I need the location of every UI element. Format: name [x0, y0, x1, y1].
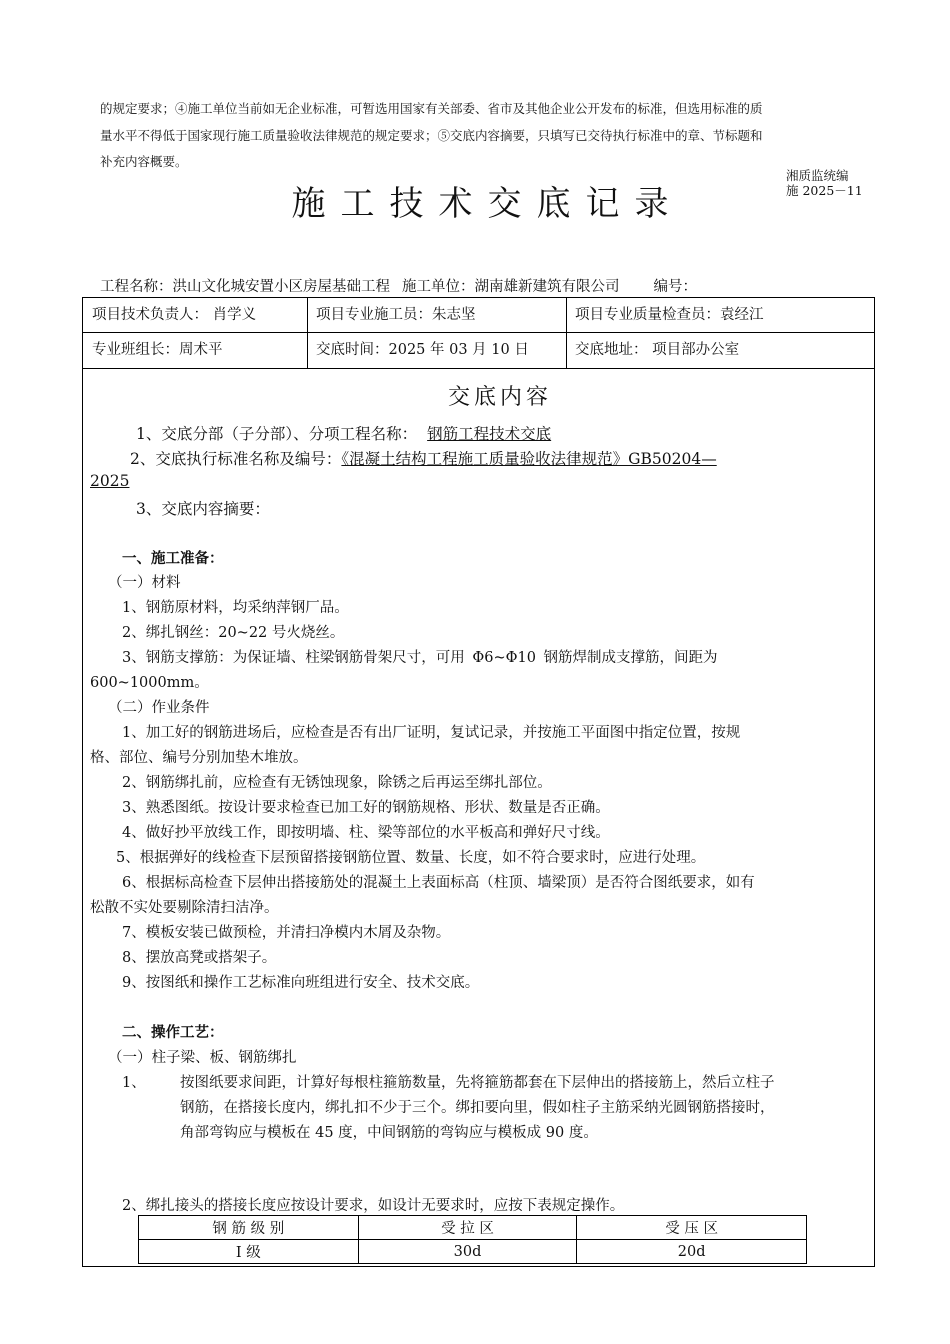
team-lead-cell: 专业班组长：周术平 [92, 342, 223, 358]
document-title: 施工技术交底记录 [291, 184, 684, 224]
para-line: 按图纸要求间距，计算好每根柱箍筋数量，先将箍筋都套在下层伸出的搭接筋上，然后立柱子 [180, 1075, 775, 1091]
item2-value: 《混凝土结构工程施工质量验收法律规范》GB50204— [341, 450, 717, 468]
divider [82, 368, 875, 369]
constructor-cell: 项目专业施工员：朱志坚 [316, 307, 476, 323]
list-item: 600~1000mm。 [90, 675, 209, 691]
unit-name: 湖南雄新建筑有限公司 [474, 279, 620, 295]
doc-code-line2: 施 2025－11 [786, 183, 863, 198]
table-row [139, 1240, 807, 1264]
quality-cell: 项目专业质量检查员：袁经江 [575, 307, 764, 323]
intro-line: 补充内容概要。 [100, 154, 188, 169]
table-cell: 30d [358, 1240, 577, 1264]
item3-label: 3、交底内容摘要： [136, 500, 270, 518]
para-number: 1、 [122, 1075, 146, 1091]
para-line: 角部弯钩应与模板在 45 度，中间钢筋的弯钩应与模板成 90 度。 [180, 1125, 598, 1141]
divider [82, 332, 875, 333]
table-cell: 20d [577, 1240, 807, 1264]
table-header-cell: 受 拉 区 [358, 1216, 577, 1240]
content-heading: 交底内容 [447, 385, 552, 410]
project-label: 工程名称： [100, 279, 173, 295]
list-item: 1、钢筋原材料，均采纳萍钢厂品。 [122, 600, 349, 616]
table-header-cell: 钢 筋 级 别 [139, 1216, 359, 1240]
unit-label: 施工单位： [402, 279, 475, 295]
sub-binding: （一）柱子梁、板、钢筋绑扎 [108, 1050, 297, 1066]
item2-value-cont: 2025 [90, 472, 130, 490]
table-cell: Ⅰ 级 [139, 1240, 359, 1264]
number-label: 编号： [653, 279, 697, 295]
list-item: 3、钢筋支撑筋：为保证墙、柱梁钢筋骨架尺寸，可用 Φ6~Φ10 钢筋焊制成支撑筋，间距为 [122, 650, 718, 666]
list-item: 4、做好抄平放线工作，即按明墙、柱、梁等部位的水平板高和弹好尺寸线。 [122, 825, 610, 841]
list-item: 格、部位、编号分别加垫木堆放。 [90, 750, 308, 766]
divider [307, 297, 308, 368]
sub-materials: （一）材料 [108, 575, 181, 591]
list-item: 2、钢筋绑扎前，应检查有无锈蚀现象，除锈之后再运至绑扎部位。 [122, 775, 552, 791]
para-line: 2、绑扎接头的搭接长度应按设计要求，如设计无要求时，应按下表规定操作。 [122, 1198, 625, 1214]
list-item: 1、加工好的钢筋进场后，应检查是否有出厂证明，复试记录，并按施工平面图中指定位置，按规 [122, 725, 741, 741]
table-header-cell: 受 压 区 [577, 1216, 807, 1240]
item1 [136, 422, 551, 444]
list-item: 5、根据弹好的线检查下层预留搭接钢筋位置、数量、长度，如不符合要求时，应进行处理。 [116, 850, 706, 866]
list-item: 8、摆放高凳或搭架子。 [122, 950, 277, 966]
lap-length-table [138, 1215, 807, 1264]
section-process: 二、操作工艺： [122, 1025, 224, 1041]
intro-line: 的规定要求；④施工单位当前如无企业标准，可暂选用国家有关部委、省市及其他企业公开发布的标准，但选用标准的质 [100, 101, 763, 116]
section-prep: 一、施工准备： [122, 551, 224, 567]
project-name: 洪山文化城安置小区房屋基础工程 [172, 279, 390, 295]
list-item: 9、按图纸和操作工艺标准向班组进行安全、技术交底。 [122, 975, 480, 991]
list-item: 3、熟悉图纸。按设计要求检查已加工好的钢筋规格、形状、数量是否正确。 [122, 800, 610, 816]
list-item: 6、根据标高检查下层伸出搭接筋处的混凝土上表面标高（柱顶、墙梁顶）是否符合图纸要求，如有 [122, 875, 755, 891]
place-cell: 交底地址： 项目部办公室 [575, 342, 740, 358]
list-item: 松散不实处要剔除清扫洁净。 [90, 900, 279, 916]
item1-value: 钢筋工程技术交底 [427, 425, 552, 443]
para-line: 钢筋，在搭接长度内，绑扎扣不少于三个。绑扣要向里，假如柱子主筋采纳光圆钢筋搭接时， [180, 1100, 775, 1116]
list-item: 2、绑扎钢丝：20~22 号火烧丝。 [122, 625, 345, 641]
item1-label: 1、交底分部（子分部）、分项工程名称： [136, 425, 418, 443]
sub-conditions: （二）作业条件 [108, 700, 210, 716]
intro-line: 量水平不得低于国家现行施工质量验收法律规范的规定要求；⑤交底内容摘要，只填写已交待执行标准中的章、节标题和 [100, 128, 763, 143]
time-cell: 交底时间：2025 年 03 月 10 日 [316, 342, 529, 358]
table-header-row [139, 1216, 807, 1240]
item2-label: 2、交底执行标准名称及编号： [130, 450, 342, 468]
list-item: 7、模板安装已做预检，并清扫净模内木屑及杂物。 [122, 925, 451, 941]
item2 [130, 447, 717, 469]
meta-line [100, 275, 697, 296]
tech-lead-cell: 项目技术负责人： 肖学义 [92, 307, 257, 323]
divider [566, 297, 567, 368]
doc-code-line1: 湘质监统编 [786, 168, 849, 183]
